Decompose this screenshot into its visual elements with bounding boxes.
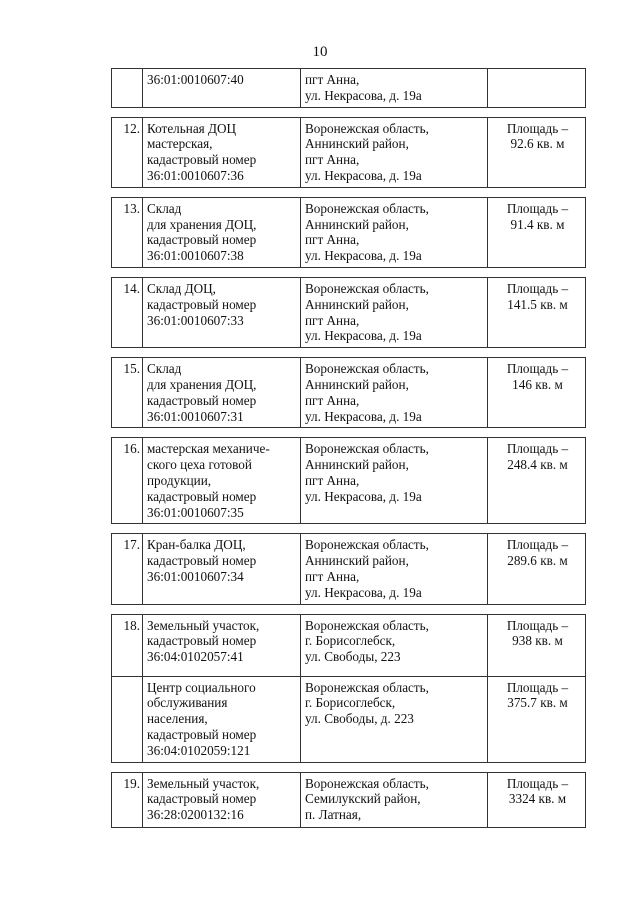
spacer-cell	[488, 187, 586, 197]
area-cell-line: 146 кв. м	[512, 376, 563, 392]
area-cell-line: Площадь –	[506, 280, 569, 296]
spacer-cell	[112, 428, 143, 438]
address-cell-line: ул. Свободы, 223	[305, 649, 401, 665]
spacer-cell	[301, 524, 488, 534]
address-cell	[301, 438, 488, 524]
object-name-cell-line: ского цеха готовой	[147, 457, 252, 473]
area-cell	[488, 614, 586, 676]
object-name-cell	[143, 534, 301, 604]
area-cell	[488, 534, 586, 604]
area-cell-line: 375.7 кв. м	[507, 695, 568, 711]
address-cell-line: ул. Некрасова, д. 19а	[305, 488, 422, 504]
address-cell	[301, 772, 488, 827]
address-cell-line: Аннинский район,	[305, 457, 409, 473]
address-cell-line: г. Борисоглебск,	[305, 633, 396, 649]
object-name-cell-line: Кран-балка ДОЦ,	[147, 537, 246, 553]
area-cell	[488, 117, 586, 187]
object-name-cell-line: кадастровый номер	[147, 726, 257, 742]
spacer-cell	[301, 348, 488, 358]
address-cell	[301, 614, 488, 676]
object-name-cell-line: Котельная ДОЦ	[147, 120, 237, 136]
spacer-cell	[488, 428, 586, 438]
object-name-cell-line: кадастровый номер	[147, 633, 257, 649]
spacer-cell	[488, 267, 586, 277]
row-spacer	[112, 524, 586, 534]
address-cell-line: пгт Анна,	[305, 392, 360, 408]
spacer-cell	[112, 348, 143, 358]
spacer-cell	[301, 762, 488, 772]
row-spacer	[112, 267, 586, 277]
object-name-cell-line: мастерская механиче-	[147, 441, 270, 457]
address-cell-line: Воронежская область,	[305, 617, 429, 633]
page-number: 10	[312, 44, 328, 60]
spacer-cell	[143, 428, 301, 438]
area-cell-line: Площадь –	[506, 361, 569, 377]
address-cell-line: Воронежская область,	[305, 361, 429, 377]
address-cell-line: Аннинский район,	[305, 296, 409, 312]
area-cell	[488, 277, 586, 347]
spacer-cell	[112, 762, 143, 772]
address-cell-line: Аннинский район,	[305, 136, 409, 152]
spacer-cell	[301, 107, 488, 117]
row-spacer	[112, 604, 586, 614]
object-name-cell-line: 36:01:0010607:31	[147, 408, 244, 424]
object-name-cell-line: кадастровый номер	[147, 232, 257, 248]
area-cell-line: 91.4 кв. м	[510, 216, 565, 232]
object-name-cell-line: населения,	[147, 711, 208, 727]
spacer-cell	[143, 267, 301, 277]
address-cell	[301, 676, 488, 762]
table-row	[112, 197, 586, 267]
address-cell-line: Семилукский район,	[305, 791, 421, 807]
row-number: 13.	[112, 197, 143, 267]
object-name-cell	[143, 277, 301, 347]
address-cell-line: ул. Некрасова, д. 19а	[305, 408, 422, 424]
area-cell-line: Площадь –	[506, 679, 569, 695]
area-cell-line: Площадь –	[506, 200, 569, 216]
area-cell	[488, 676, 586, 762]
table-row	[112, 358, 586, 428]
address-cell-line: Аннинский район,	[305, 376, 409, 392]
object-name-cell-line: Центр социального	[147, 679, 256, 695]
row-number: 17.	[112, 534, 143, 604]
area-cell-line: Площадь –	[506, 120, 569, 136]
address-cell-line: ул. Некрасова, д. 19а	[305, 248, 422, 264]
object-name-cell-line: для хранения ДОЦ,	[147, 376, 257, 392]
area-cell	[488, 69, 586, 108]
object-name-cell	[143, 772, 301, 827]
spacer-cell	[112, 187, 143, 197]
row-number	[112, 676, 143, 762]
spacer-cell	[301, 604, 488, 614]
table-row	[112, 772, 586, 827]
address-cell	[301, 534, 488, 604]
object-name-cell-line: продукции,	[147, 472, 212, 488]
spacer-cell	[488, 762, 586, 772]
object-name-cell-line: Склад	[147, 361, 182, 377]
address-cell	[301, 197, 488, 267]
area-cell-line: 3324 кв. м	[508, 791, 567, 807]
object-name-cell	[143, 69, 301, 108]
row-number: 18.	[112, 614, 143, 676]
object-name-cell-line: для хранения ДОЦ,	[147, 216, 257, 232]
object-name-cell-line: 36:04:0102059:121	[147, 742, 251, 758]
object-name-cell	[143, 438, 301, 524]
address-cell-line: ул. Некрасова, д. 19а	[305, 167, 422, 183]
row-number: 14.	[112, 277, 143, 347]
object-name-cell-line: мастерская,	[147, 136, 213, 152]
object-name-cell-line: 36:04:0102057:41	[147, 649, 244, 665]
table-row	[112, 534, 586, 604]
address-cell-line: ул. Свободы, д. 223	[305, 711, 414, 727]
object-name-cell	[143, 676, 301, 762]
row-spacer	[112, 348, 586, 358]
address-cell-line: Воронежская область,	[305, 200, 429, 216]
area-cell-line: Площадь –	[506, 441, 569, 457]
object-name-cell-line: Земельный участок,	[147, 617, 260, 633]
object-name-cell-line: 36:01:0010607:33	[147, 312, 244, 328]
spacer-cell	[112, 267, 143, 277]
address-cell	[301, 117, 488, 187]
address-cell	[301, 277, 488, 347]
object-name-cell-line: кадастровый номер	[147, 488, 257, 504]
spacer-cell	[112, 107, 143, 117]
object-name-cell-line: Склад	[147, 200, 182, 216]
address-cell-line: пгт Анна,	[305, 568, 360, 584]
object-name-cell-line: кадастровый номер	[147, 296, 257, 312]
object-name-cell-line: обслуживания	[147, 695, 228, 711]
spacer-cell	[143, 348, 301, 358]
object-name-cell-line: кадастровый номер	[147, 791, 257, 807]
address-cell-line: Аннинский район,	[305, 216, 409, 232]
address-cell-line: ул. Некрасова, д. 19а	[305, 328, 422, 344]
area-cell	[488, 438, 586, 524]
address-cell-line: г. Борисоглебск,	[305, 695, 396, 711]
spacer-cell	[143, 524, 301, 534]
object-name-cell-line: Склад ДОЦ,	[147, 280, 216, 296]
object-name-cell	[143, 117, 301, 187]
object-name-cell-line: кадастровый номер	[147, 553, 257, 569]
table-row	[112, 676, 586, 762]
area-cell-line: 248.4 кв. м	[507, 457, 568, 473]
object-name-cell-line: 36:01:0010607:40	[147, 72, 244, 87]
row-spacer	[112, 428, 586, 438]
address-cell-line: Воронежская область,	[305, 775, 429, 791]
table-row	[112, 614, 586, 676]
area-cell	[488, 358, 586, 428]
spacer-cell	[143, 187, 301, 197]
table-row	[112, 69, 586, 108]
object-name-cell-line: кадастровый номер	[147, 152, 257, 168]
table-row	[112, 277, 586, 347]
row-spacer	[112, 107, 586, 117]
area-cell-line: 289.6 кв. м	[507, 553, 568, 569]
address-cell	[301, 358, 488, 428]
spacer-cell	[488, 524, 586, 534]
spacer-cell	[112, 604, 143, 614]
table-row	[112, 438, 586, 524]
address-cell-line: пгт Анна,	[305, 72, 360, 87]
object-name-cell-line: кадастровый номер	[147, 392, 257, 408]
row-number	[112, 69, 143, 108]
spacer-cell	[143, 762, 301, 772]
address-cell-line: пгт Анна,	[305, 472, 360, 488]
object-name-cell-line: 36:01:0010607:36	[147, 167, 244, 183]
address-cell	[301, 69, 488, 108]
address-cell-line: пгт Анна,	[305, 232, 360, 248]
address-cell-line: пгт Анна,	[305, 152, 360, 168]
address-cell-line: Воронежская область,	[305, 120, 429, 136]
object-name-cell	[143, 197, 301, 267]
address-cell-line: Аннинский район,	[305, 553, 409, 569]
address-cell-line: пгт Анна,	[305, 312, 360, 328]
area-cell-line: 938 кв. м	[512, 633, 563, 649]
address-cell-line: Воронежская область,	[305, 280, 429, 296]
row-spacer	[112, 187, 586, 197]
address-cell-line: Воронежская область,	[305, 679, 429, 695]
spacer-cell	[488, 348, 586, 358]
address-cell-line: п. Латная,	[305, 807, 362, 823]
spacer-cell	[301, 267, 488, 277]
address-cell-line: Воронежская область,	[305, 537, 429, 553]
spacer-cell	[301, 428, 488, 438]
address-cell-line: ул. Некрасова, д. 19а	[305, 87, 422, 103]
row-number: 15.	[112, 358, 143, 428]
spacer-cell	[488, 107, 586, 117]
area-cell-line: 141.5 кв. м	[507, 296, 568, 312]
spacer-cell	[488, 604, 586, 614]
area-cell	[488, 772, 586, 827]
row-number: 12.	[112, 117, 143, 187]
area-cell-line: Площадь –	[506, 537, 569, 553]
object-name-cell-line: 36:28:0200132:16	[147, 807, 244, 823]
row-number: 16.	[112, 438, 143, 524]
row-number: 19.	[112, 772, 143, 827]
area-cell-line: Площадь –	[506, 617, 569, 633]
property-table-body	[112, 69, 586, 828]
spacer-cell	[143, 107, 301, 117]
object-name-cell-line: 36:01:0010607:35	[147, 504, 244, 520]
table-row	[112, 117, 586, 187]
area-cell-line: 92.6 кв. м	[510, 136, 565, 152]
object-name-cell	[143, 358, 301, 428]
property-table	[111, 68, 586, 828]
spacer-cell	[301, 187, 488, 197]
row-spacer	[112, 762, 586, 772]
area-cell	[488, 197, 586, 267]
spacer-cell	[143, 604, 301, 614]
object-name-cell-line: 36:01:0010607:34	[147, 568, 244, 584]
object-name-cell	[143, 614, 301, 676]
area-cell-line: Площадь –	[506, 775, 569, 791]
object-name-cell-line: Земельный участок,	[147, 775, 260, 791]
address-cell-line: ул. Некрасова, д. 19а	[305, 584, 422, 600]
object-name-cell-line: 36:01:0010607:38	[147, 248, 244, 264]
spacer-cell	[112, 524, 143, 534]
address-cell-line: Воронежская область,	[305, 441, 429, 457]
